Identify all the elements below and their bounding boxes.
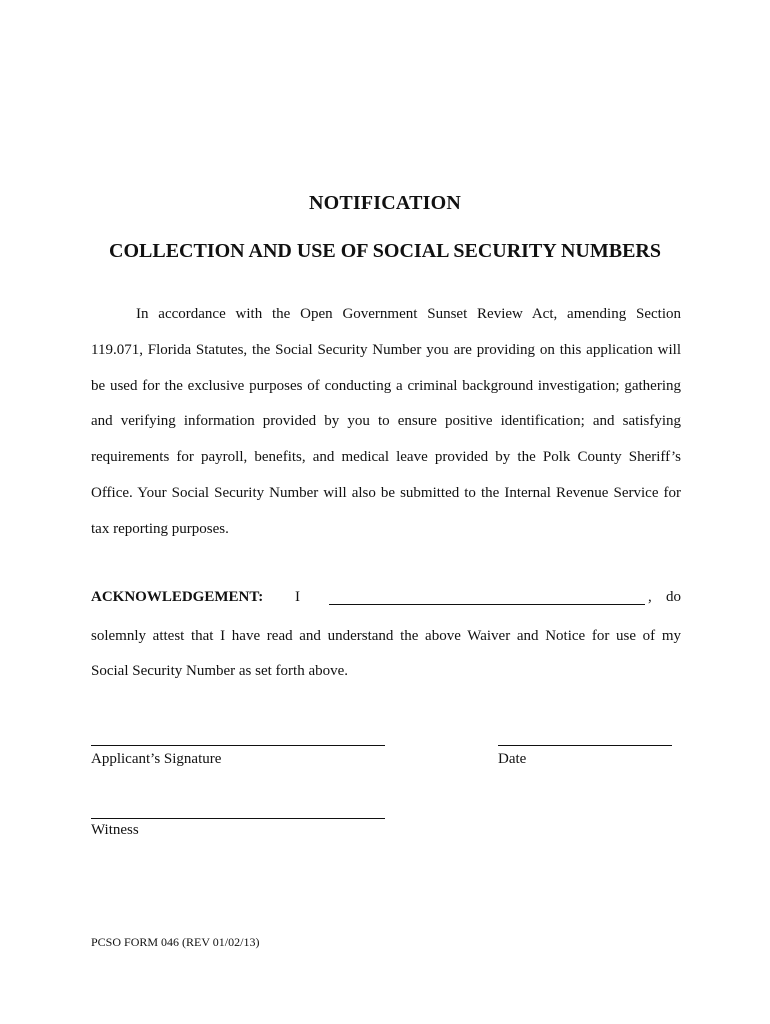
applicant-signature-label: Applicant’s Signature: [91, 751, 222, 767]
notice-line: tax reporting purposes.: [91, 521, 229, 537]
notice-line: In accordance with the Open Government Sunset Review Act, amending Section: [136, 306, 681, 322]
notice-line: 119.071, Florida Statutes, the Social Security Number you are providing on this application will: [91, 342, 681, 358]
witness-signature-line[interactable]: [91, 818, 385, 819]
acknowledgement-label: ACKNOWLEDGEMENT:: [91, 589, 264, 605]
date-line[interactable]: [498, 745, 672, 746]
acknowledgement-line: solemnly attest that I have read and understand the above Waiver and Notice for use of my: [91, 628, 681, 644]
acknowledgement-comma: ,: [648, 589, 652, 605]
form-footer: PCSO FORM 046 (REV 01/02/13): [91, 935, 260, 949]
date-label: Date: [498, 751, 527, 767]
acknowledgement-row: [91, 589, 681, 609]
applicant-signature-line[interactable]: [91, 745, 385, 746]
acknowledgement-line: Social Security Number as set forth above.: [91, 663, 349, 679]
notice-line: requirements for payroll, benefits, and medical leave provided by the Polk County Sheriff’s: [91, 449, 681, 465]
document-subtitle: COLLECTION AND USE OF SOCIAL SECURITY NUMBERS: [109, 240, 661, 262]
acknowledgement-pronoun: I: [295, 589, 300, 605]
witness-label: Witness: [91, 822, 139, 838]
notice-line: Office. Your Social Security Number will also be submitted to the Internal Revenue Service for: [91, 485, 681, 501]
name-blank-field[interactable]: [329, 604, 645, 605]
acknowledgement-verb: do: [666, 589, 681, 605]
document-title: NOTIFICATION: [308, 192, 462, 214]
notice-line: and verifying information provided by you to ensure positive identification; and satisfying: [91, 413, 681, 429]
notice-line: be used for the exclusive purposes of conducting a criminal background investigation; gathering: [91, 378, 681, 394]
